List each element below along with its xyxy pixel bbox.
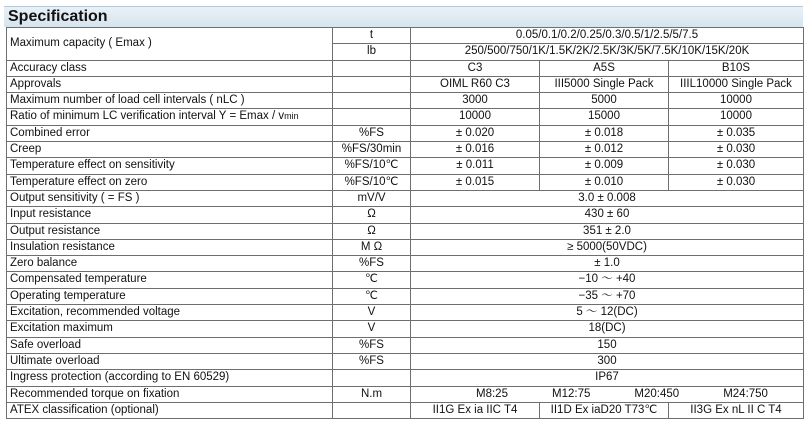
row-label: Creep — [7, 142, 333, 158]
row-unit: N.m — [333, 386, 411, 402]
row-unit: t — [333, 28, 411, 44]
row-value-b10s: ± 0.030 — [669, 174, 804, 190]
row-label: ATEX classification (optional) — [7, 402, 333, 418]
row-value-b10s: IIIL10000 Single Pack — [669, 76, 804, 92]
table-row — [7, 256, 804, 272]
row-unit — [333, 109, 411, 125]
row-value: ≥ 5000(50VDC) — [411, 239, 804, 255]
row-label: Compensated temperature — [7, 272, 333, 288]
row-value: 18(DC) — [411, 321, 804, 337]
row-value-c3: II1G Ex ia IIC T4 — [411, 402, 540, 418]
row-label: Safe overload — [7, 337, 333, 353]
torque-m8: M8:25 — [476, 387, 508, 400]
row-value-c3: ± 0.015 — [411, 174, 540, 190]
row-label: Zero balance — [7, 256, 333, 272]
table-row — [7, 321, 804, 337]
row-unit: %FS — [333, 125, 411, 141]
table-row — [7, 353, 804, 369]
section-header — [4, 6, 803, 27]
row-unit — [333, 76, 411, 92]
row-unit: %FS/10℃ — [333, 174, 411, 190]
row-label: Maximum number of load cell intervals ( nLC ) — [7, 93, 333, 109]
row-value: −10 ～ +40 — [411, 272, 804, 288]
row-value-c3: C3 — [411, 60, 540, 76]
row-label: Temperature effect on zero — [7, 174, 333, 190]
table-row — [7, 272, 804, 288]
table-row — [7, 76, 804, 92]
row-value: 3.0 ± 0.008 — [411, 190, 804, 206]
row-value-a5s: 5000 — [540, 93, 669, 109]
table-row — [7, 239, 804, 255]
row-unit: %FS — [333, 337, 411, 353]
row-value-b10s: II3G Ex nL II C T4 — [669, 402, 804, 418]
row-unit: %FS/10℃ — [333, 158, 411, 174]
table-row — [7, 337, 804, 353]
row-value: 300 — [411, 353, 804, 369]
row-label-subscript: min — [284, 111, 299, 122]
row-value: 250/500/750/1K/1.5K/2K/2.5K/3K/5K/7.5K/10K/15K/20K — [411, 44, 804, 60]
torque-values — [414, 387, 800, 402]
row-label: Output sensitivity ( = FS ) — [7, 190, 333, 206]
row-unit: V — [333, 321, 411, 337]
table-row — [7, 93, 804, 109]
row-label: Ingress protection (according to EN 60529) — [7, 370, 333, 386]
row-label: Recommended torque on fixation — [7, 386, 333, 402]
row-unit: %FS — [333, 353, 411, 369]
row-unit: lb — [333, 44, 411, 60]
table-row — [7, 386, 804, 402]
row-unit: ℃ — [333, 272, 411, 288]
row-unit: M Ω — [333, 239, 411, 255]
row-value: 150 — [411, 337, 804, 353]
row-unit: Ω — [333, 207, 411, 223]
row-label: Ultimate overload — [7, 353, 333, 369]
row-value: −35 ～ +70 — [411, 288, 804, 304]
table-row — [7, 288, 804, 304]
row-unit: mV/V — [333, 190, 411, 206]
row-value-c3: ± 0.020 — [411, 125, 540, 141]
row-value-c3: ± 0.011 — [411, 158, 540, 174]
row-value-a5s: III5000 Single Pack — [540, 76, 669, 92]
row-value: ± 1.0 — [411, 256, 804, 272]
torque-m20: M20:450 — [634, 387, 680, 400]
page-title: Specification — [8, 8, 108, 25]
table-row — [7, 125, 804, 141]
table-row — [7, 305, 804, 321]
row-unit — [333, 93, 411, 109]
row-label: Excitation maximum — [7, 321, 333, 337]
row-value-c3: 3000 — [411, 93, 540, 109]
table-row — [7, 174, 804, 190]
row-value-c3: ± 0.016 — [411, 142, 540, 158]
row-label: Accuracy class — [7, 60, 333, 76]
row-value-a5s: A5S — [540, 60, 669, 76]
table-row — [7, 223, 804, 239]
row-value — [411, 386, 804, 402]
row-value-c3: 10000 — [411, 109, 540, 125]
row-unit: V — [333, 305, 411, 321]
row-label: Maximum capacity ( Emax ) — [7, 28, 333, 61]
row-label — [7, 109, 333, 125]
table-row — [7, 402, 804, 418]
row-label: Insulation resistance — [7, 239, 333, 255]
row-value-b10s: ± 0.035 — [669, 125, 804, 141]
row-label: Output resistance — [7, 223, 333, 239]
row-value-a5s: 15000 — [540, 109, 669, 125]
row-value-a5s: ± 0.012 — [540, 142, 669, 158]
table-row — [7, 142, 804, 158]
row-value-b10s: ± 0.030 — [669, 142, 804, 158]
row-value-b10s: 10000 — [669, 93, 804, 109]
row-value-a5s: II1D Ex iaD20 T73℃ — [540, 402, 669, 418]
row-unit: %FS — [333, 256, 411, 272]
row-label: Excitation, recommended voltage — [7, 305, 333, 321]
row-value: 351 ± 2.0 — [411, 223, 804, 239]
row-label: Combined error — [7, 125, 333, 141]
row-label: Temperature effect on sensitivity — [7, 158, 333, 174]
table-row — [7, 207, 804, 223]
table-row — [7, 60, 804, 76]
table-row — [7, 158, 804, 174]
row-label: Input resistance — [7, 207, 333, 223]
row-unit: %FS/30min — [333, 142, 411, 158]
row-unit: Ω — [333, 223, 411, 239]
row-value-b10s: B10S — [669, 60, 804, 76]
row-unit — [333, 370, 411, 386]
row-value-a5s: ± 0.018 — [540, 125, 669, 141]
row-unit: ℃ — [333, 288, 411, 304]
table-row — [7, 28, 804, 44]
row-label: Approvals — [7, 76, 333, 92]
table-row — [7, 190, 804, 206]
row-value-a5s: ± 0.009 — [540, 158, 669, 174]
row-unit — [333, 60, 411, 76]
row-value: 5 ～ 12(DC) — [411, 305, 804, 321]
row-value: 0.05/0.1/0.2/0.25/0.3/0.5/1/2.5/5/7.5 — [411, 28, 804, 44]
table-row — [7, 109, 804, 125]
row-value: 430 ± 60 — [411, 207, 804, 223]
spec-table — [6, 27, 804, 419]
torque-m12: M12:75 — [552, 387, 591, 400]
row-value-b10s: ± 0.030 — [669, 158, 804, 174]
row-unit — [333, 402, 411, 418]
row-label: Operating temperature — [7, 288, 333, 304]
torque-m24: M24:750 — [723, 387, 768, 400]
row-value: IP67 — [411, 370, 804, 386]
row-label-main: Ratio of minimum LC verification interval Y = Emax / v — [10, 110, 285, 123]
row-value-c3: OIML R60 C3 — [411, 76, 540, 92]
table-row — [7, 370, 804, 386]
row-value-a5s: ± 0.010 — [540, 174, 669, 190]
row-value-b10s: 10000 — [669, 109, 804, 125]
